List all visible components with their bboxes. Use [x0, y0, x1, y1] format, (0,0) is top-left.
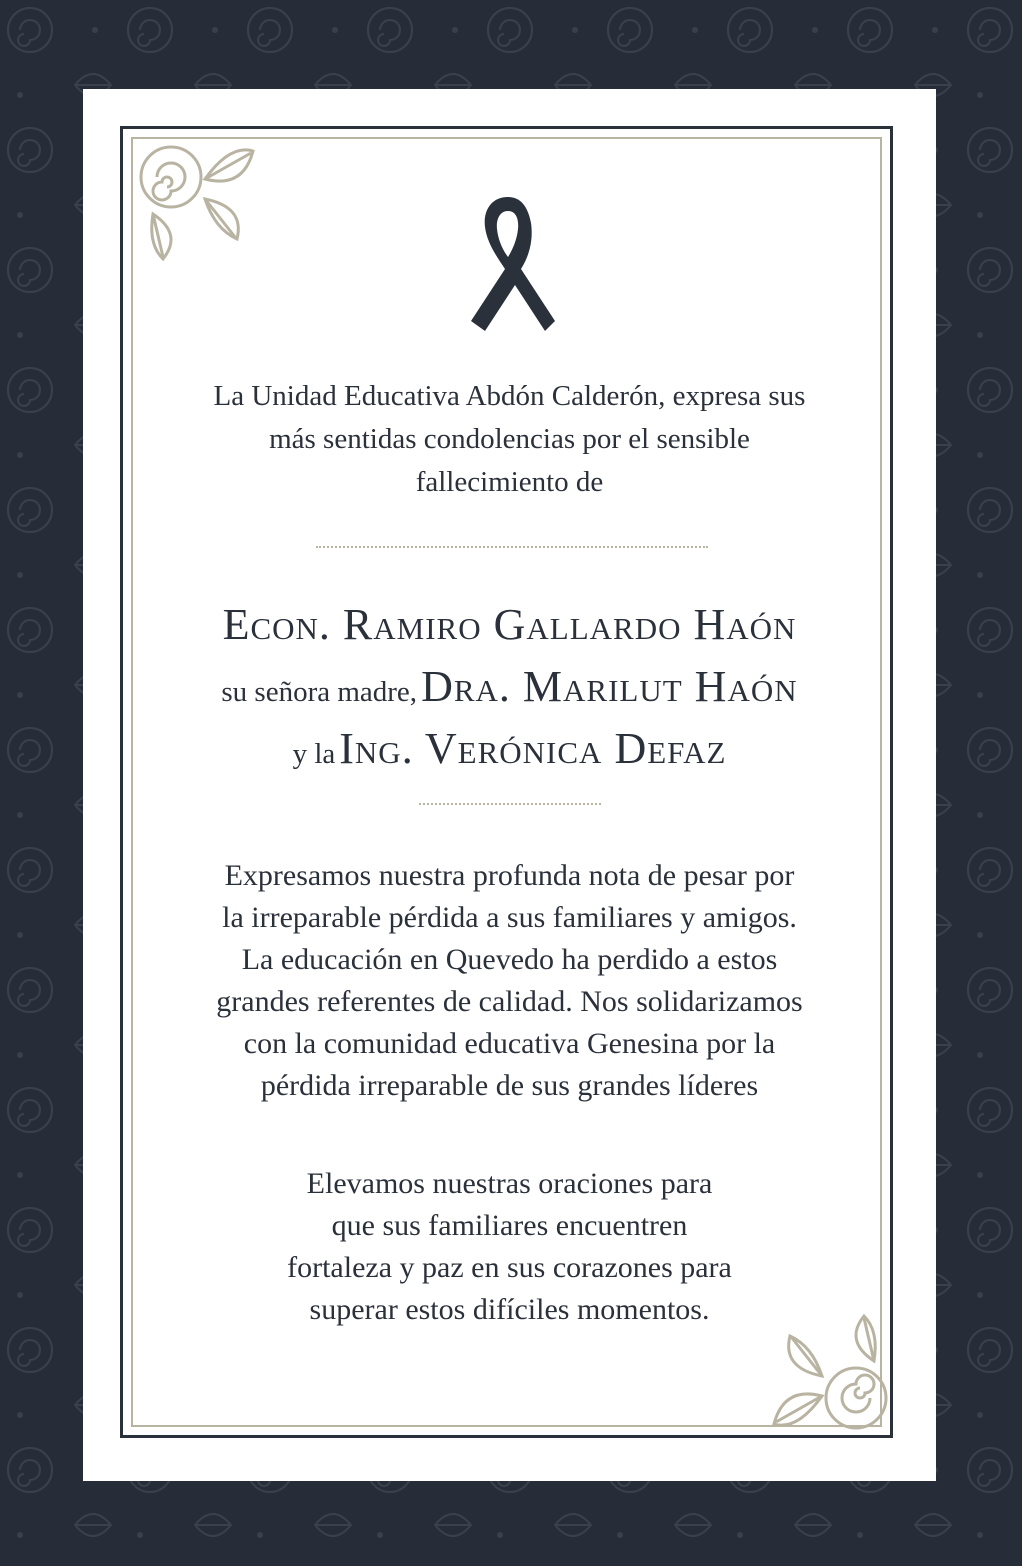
intro-line: La Unidad Educativa Abdón Calderón, expresa sus — [213, 380, 806, 412]
deceased-name: Ing. Verónica Defaz — [339, 724, 727, 773]
paragraph-line: que sus familiares encuentren — [331, 1209, 688, 1242]
dotted-divider — [419, 803, 601, 805]
paragraph-line: superar estos difíciles momentos. — [309, 1293, 710, 1326]
paragraph-line: con la comunidad educativa Genesina por la — [243, 1027, 776, 1060]
prayer-paragraph — [123, 1163, 896, 1331]
mourning-ribbon-icon — [461, 193, 556, 333]
deceased-name: Econ. Ramiro Gallardo Haón — [222, 600, 797, 649]
deceased-names — [123, 599, 896, 785]
relation-text: su señora madre, — [221, 676, 418, 708]
intro-text — [123, 375, 896, 504]
paragraph-line: la irreparable pérdida a sus familiares y amigos. — [222, 901, 797, 934]
paragraph-line: fortaleza y paz en sus corazones para — [287, 1251, 732, 1284]
intro-line: fallecimiento de — [415, 466, 604, 498]
dotted-divider — [316, 546, 708, 548]
paragraph-line: La educación en Quevedo ha perdido a estos — [241, 943, 778, 976]
paragraph-line: Elevamos nuestras oraciones para — [306, 1167, 713, 1200]
intro-line: más sentidas condolencias por el sensible — [269, 423, 750, 455]
rose-ornament-icon — [133, 139, 258, 264]
condolence-paragraph — [123, 855, 896, 1107]
paragraph-line: pérdida irreparable de sus grandes líderes — [260, 1069, 759, 1102]
relation-text: y la — [292, 738, 336, 770]
paragraph-line: Expresamos nuestra profunda nota de pesar por — [224, 859, 795, 892]
paragraph-line: grandes referentes de calidad. Nos solidarizamos — [216, 985, 803, 1018]
condolence-card — [83, 89, 936, 1481]
deceased-name: Dra. Marilut Haón — [421, 662, 798, 711]
